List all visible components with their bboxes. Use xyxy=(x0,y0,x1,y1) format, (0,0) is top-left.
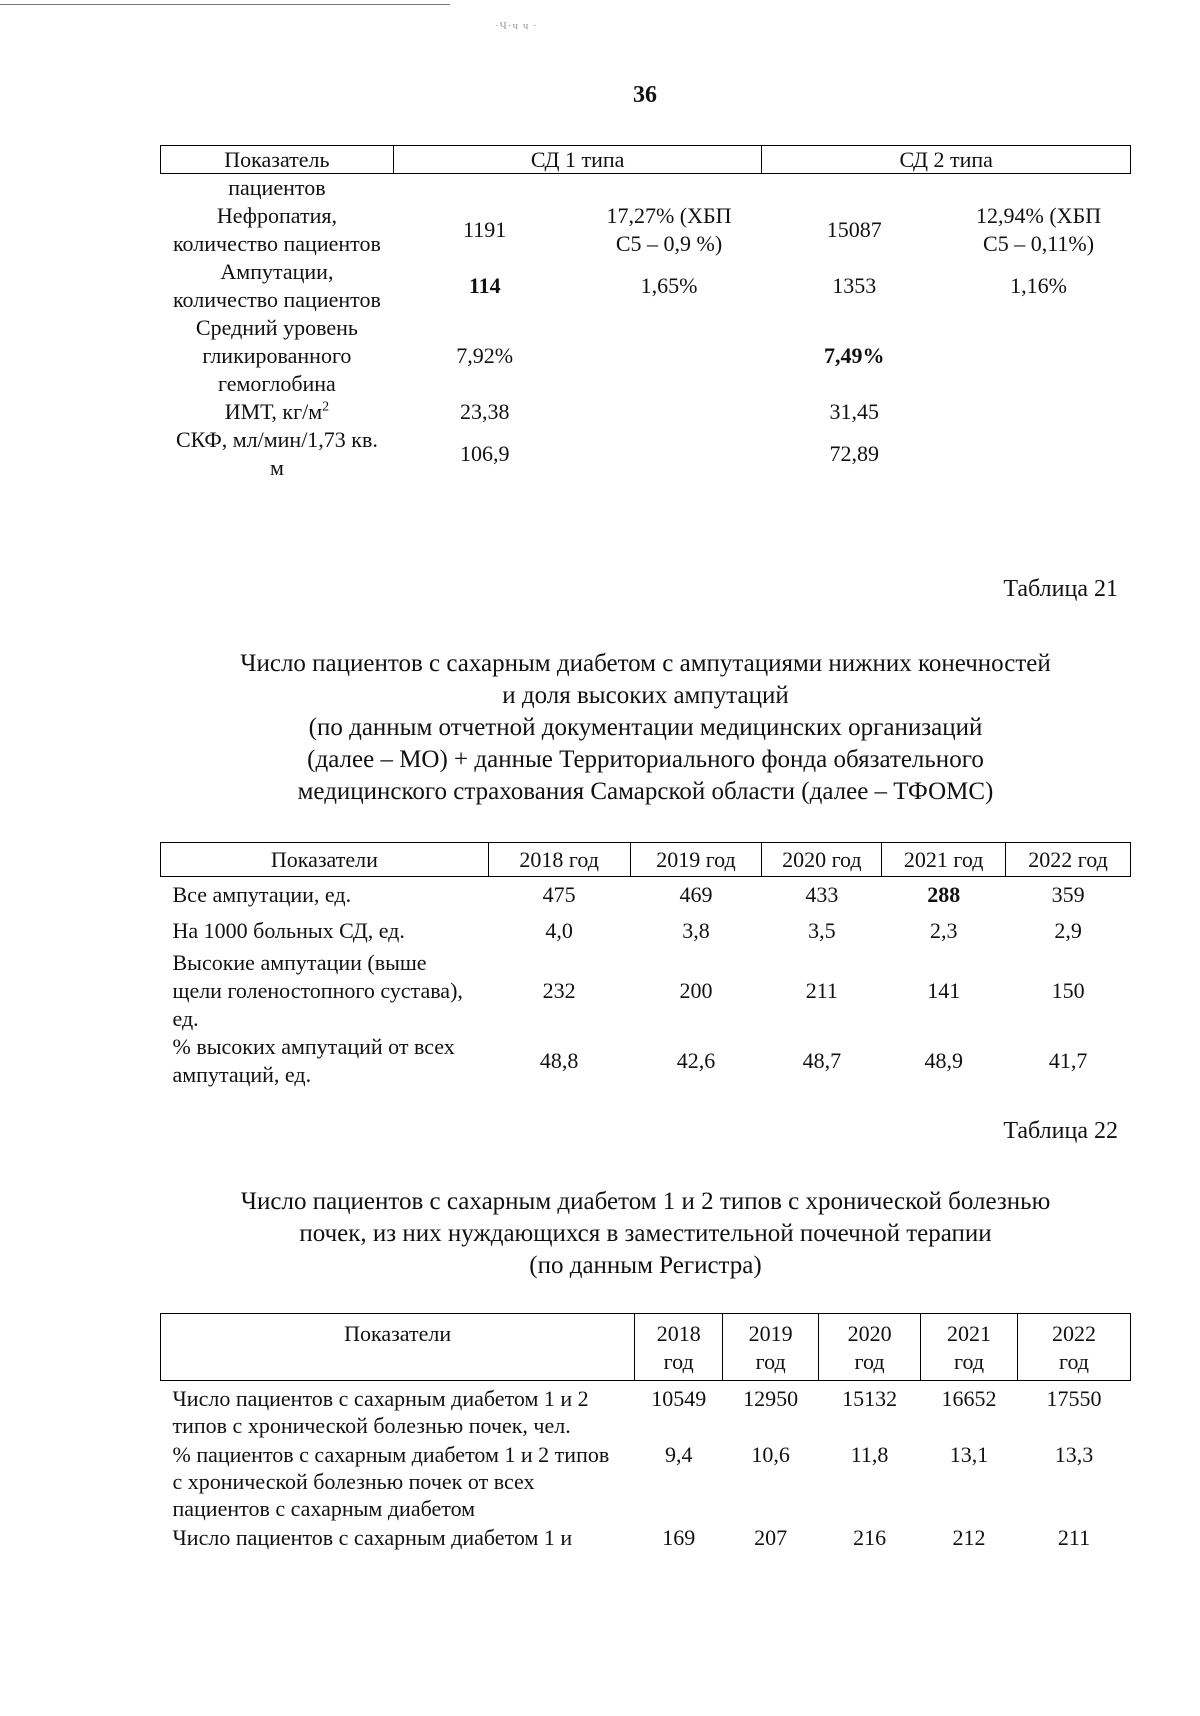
row-label: Все ампутации, ед. xyxy=(172,881,352,907)
row-label: Нефропатия, количество пациентов xyxy=(172,203,381,256)
cell-value: 1,65% xyxy=(640,273,698,298)
table22-header-2019: 2019 год xyxy=(723,1314,819,1381)
cell-value: 359 xyxy=(1051,881,1085,907)
table21-header-2020: 2020 год xyxy=(762,843,882,877)
cell-value: 150 xyxy=(1051,977,1085,1003)
cell-value: 48,7 xyxy=(802,1047,842,1073)
cell-value: 17,27% (ХБП С5 – 0,9 %) xyxy=(606,203,732,256)
title-line: (по данным Регистра) xyxy=(529,1252,762,1279)
row-label: % высоких ампутаций от всех ампутаций, ед. xyxy=(172,1033,455,1087)
table21-header-2019: 2019 год xyxy=(630,843,762,877)
cell-value: 11,8 xyxy=(850,1442,889,1467)
title-line: Число пациентов с сахарным диабетом с ампутациями нижних конечностей xyxy=(240,650,1051,677)
table22-header-indicator: Показатели xyxy=(161,1314,635,1381)
cell-value: 41,7 xyxy=(1048,1047,1088,1073)
table-22 xyxy=(160,1313,1131,1551)
cell-value: 16652 xyxy=(941,1386,997,1411)
table-22-title xyxy=(160,1186,1131,1282)
table-row xyxy=(161,174,1131,203)
cell-value: 12,94% (ХБП С5 – 0,11%) xyxy=(976,203,1102,256)
cell-value xyxy=(576,426,762,482)
cell-value: 13,1 xyxy=(949,1442,989,1467)
cell-value: 469 xyxy=(679,881,713,907)
table-row xyxy=(161,398,1131,426)
page-number: 36 xyxy=(633,82,657,108)
cell-value: 4,0 xyxy=(545,917,573,943)
table-row xyxy=(161,1033,1131,1089)
row-label: Число пациентов с сахарным диабетом 1 и xyxy=(172,1525,573,1550)
cell-value: 7,49% xyxy=(824,343,885,368)
cell-value: 232 xyxy=(542,977,576,1003)
cell-value xyxy=(576,398,762,426)
cell-value: 211 xyxy=(1057,1525,1091,1550)
cell-value: 106,9 xyxy=(459,441,510,466)
cell-value: 211 xyxy=(805,977,838,1003)
cell-value: 212 xyxy=(952,1525,986,1550)
title-line: (по данным отчетной документации медицинских организаций xyxy=(308,714,983,741)
cell-value: 1191 xyxy=(463,217,507,242)
cell-value xyxy=(576,314,762,398)
cell-value: 48,8 xyxy=(539,1047,579,1073)
row-label: Высокие ампутации (выше щели голеностопного сустава), ед. xyxy=(172,949,463,1031)
cell-value xyxy=(947,426,1131,482)
cell-value: 2,9 xyxy=(1054,917,1082,943)
cell-value: 23,38 xyxy=(459,399,510,424)
cell-value: 288 xyxy=(927,881,961,907)
title-line: Число пациентов с сахарным диабетом 1 и 2 типов с хронической болезнью xyxy=(240,1188,1051,1215)
row-label-superscript: 2 xyxy=(322,399,330,415)
row-label: Число пациентов с сахарным диабетом 1 и 2 типов с хронической болезнью почек, чел. xyxy=(172,1386,589,1438)
table-row xyxy=(161,1439,1131,1522)
table20-header-sd2: СД 2 типа xyxy=(762,146,1131,174)
cell-value: 114 xyxy=(468,273,501,298)
table-row xyxy=(161,258,1131,314)
cell-value: 2,3 xyxy=(929,917,958,943)
cell-value: 10,6 xyxy=(751,1442,790,1467)
cell-value: 169 xyxy=(662,1525,696,1550)
cell-value xyxy=(947,398,1131,426)
table-row xyxy=(161,314,1131,398)
table-row xyxy=(161,1381,1131,1440)
cell-value: 7,92% xyxy=(456,343,514,368)
table21-header-2021: 2021 год xyxy=(882,843,1006,877)
cell-value: 10549 xyxy=(651,1386,707,1411)
title-line: медицинского страхования Самарской области (далее – ТФОМС) xyxy=(297,778,994,805)
table-row xyxy=(161,913,1131,949)
title-line: и доля высоких ампутаций xyxy=(502,682,789,709)
table21-header-2022: 2022 год xyxy=(1006,843,1131,877)
row-label: % пациентов с сахарным диабетом 1 и 2 типов с хронической болезнью почек от всех пациентов с сахарным диабетом xyxy=(172,1442,610,1521)
table20-header-sd1: СД 1 типа xyxy=(393,146,762,174)
cell-value: 207 xyxy=(754,1525,788,1550)
cell-value: 13,3 xyxy=(1054,1442,1094,1467)
table-20-continuation xyxy=(160,145,1131,482)
cell-value: 141 xyxy=(927,977,961,1003)
cell-value: 15087 xyxy=(826,217,882,242)
table20-header-indicator: Показатель xyxy=(161,146,394,174)
row-label: пациентов xyxy=(228,175,326,200)
table21-header-2018: 2018 год xyxy=(488,843,630,877)
cell-value: 3,8 xyxy=(682,917,710,943)
cell-value xyxy=(947,314,1131,398)
cell-value: 42,6 xyxy=(676,1047,716,1073)
cell-value: 15132 xyxy=(842,1386,898,1411)
table-22-caption: Таблица 22 xyxy=(1003,1118,1118,1144)
table-row xyxy=(161,202,1131,258)
cell-value: 9,4 xyxy=(664,1442,693,1467)
table21-header-indicator: Показатели xyxy=(161,843,489,877)
cell-value: 31,45 xyxy=(829,399,880,424)
table22-header-2021: 2021 год xyxy=(921,1314,1018,1381)
table-row xyxy=(161,426,1131,482)
cell-value: 1,16% xyxy=(1010,273,1067,298)
table-row xyxy=(161,1522,1131,1551)
title-line: почек, из них нуждающихся в заместительной почечной терапии xyxy=(299,1220,992,1247)
cell-value: 1353 xyxy=(832,273,877,298)
table22-header-2022: 2022 год xyxy=(1018,1314,1131,1381)
cell-value: 3,5 xyxy=(808,917,836,943)
cell-value: 475 xyxy=(542,881,576,907)
row-label: СКФ, мл/мин/1,73 кв. м xyxy=(175,427,378,480)
cell-value: 200 xyxy=(679,977,713,1003)
cell-value: 12950 xyxy=(743,1386,799,1411)
table-21-caption: Таблица 21 xyxy=(1003,576,1118,602)
table22-header-2020: 2020 год xyxy=(819,1314,921,1381)
scan-top-rule xyxy=(0,4,450,5)
scan-artifact-text: ·Ч·ч ч · xyxy=(495,20,538,32)
row-label xyxy=(161,398,394,426)
cell-value: 216 xyxy=(853,1525,887,1550)
table-21-title xyxy=(160,648,1131,808)
row-label: Ампутации, количество пациентов xyxy=(172,259,381,312)
row-label: Средний уровень гликированного гемоглобина xyxy=(195,315,358,396)
cell-value: 48,9 xyxy=(924,1047,963,1073)
table-row xyxy=(161,877,1131,913)
cell-value: 17550 xyxy=(1046,1386,1102,1411)
table22-header-2018: 2018 год xyxy=(635,1314,723,1381)
cell-value: 433 xyxy=(805,881,839,907)
row-label-text: ИМТ, кг/м xyxy=(224,399,323,424)
table-row xyxy=(161,949,1131,1033)
row-label: На 1000 больных СД, ед. xyxy=(172,917,405,943)
cell-value: 72,89 xyxy=(829,441,880,466)
title-line: (далее – МО) + данные Территориального фонда обязательного xyxy=(307,746,984,773)
table-21 xyxy=(160,842,1131,1089)
